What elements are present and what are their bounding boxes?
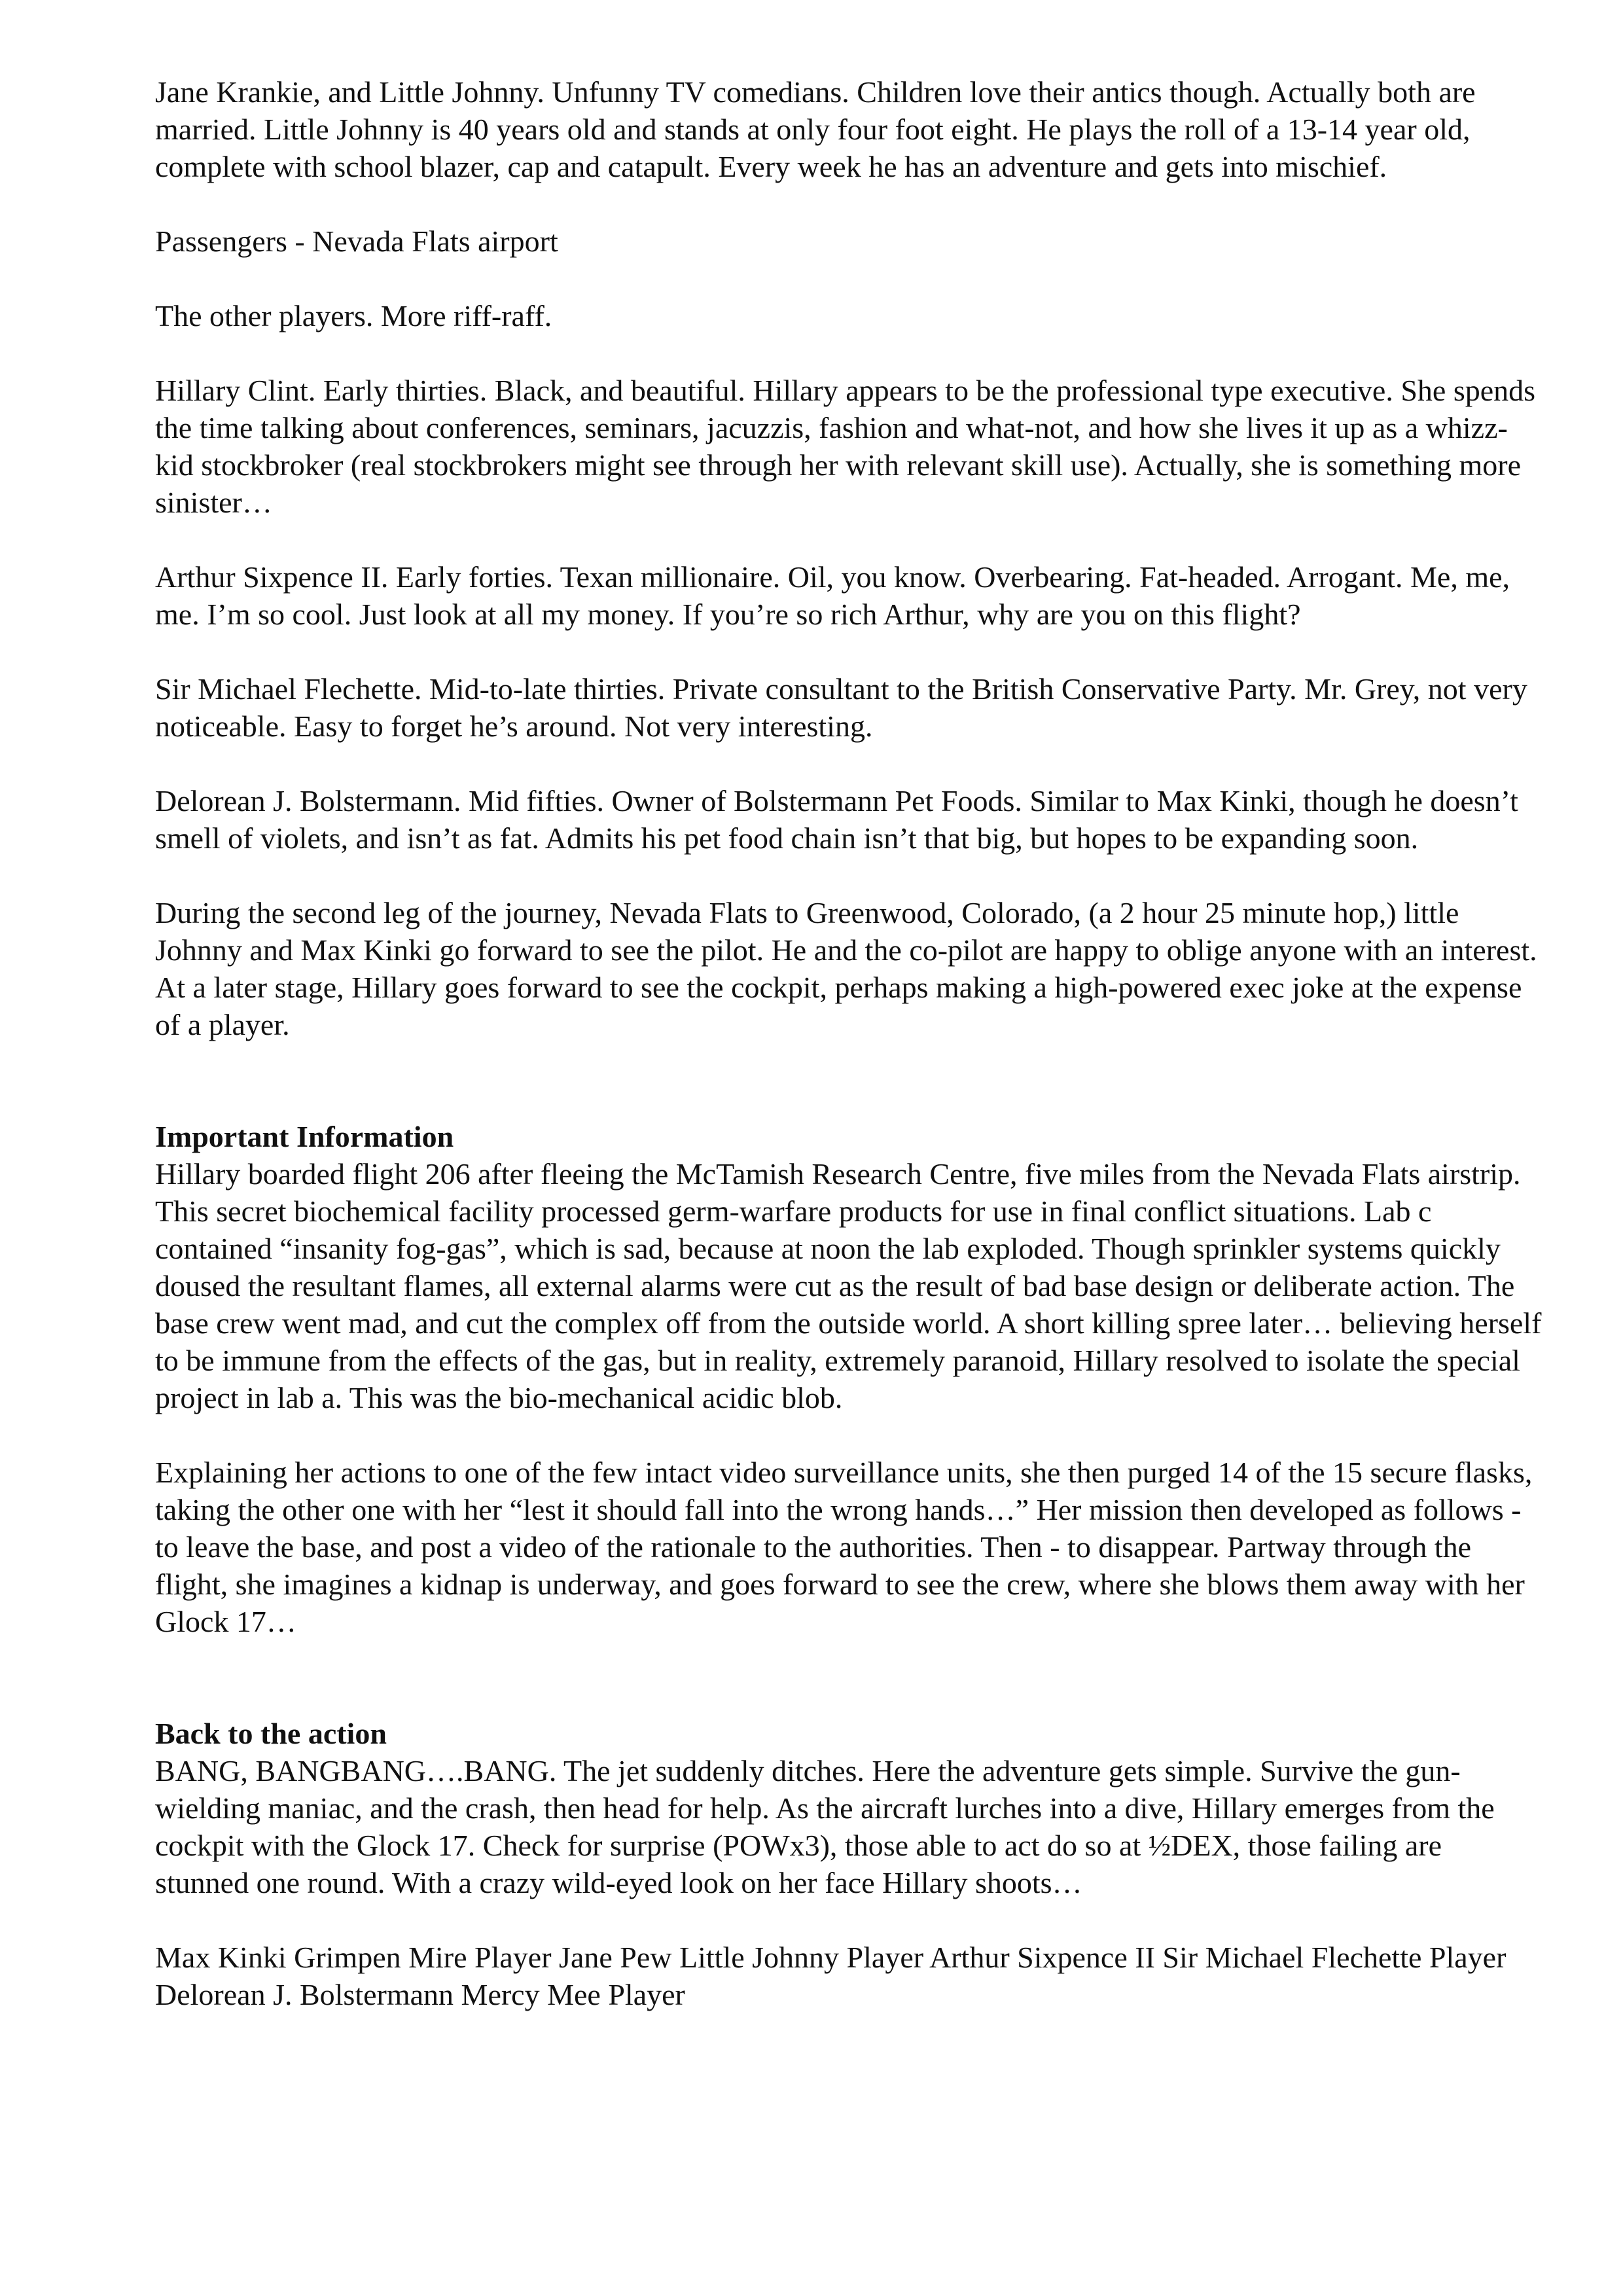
action-heading: Back to the action — [155, 1717, 387, 1750]
other-players-paragraph: The other players. More riff-raff. — [155, 299, 552, 332]
hillary-paragraph: Hillary Clint. Early thirties. Black, and beautiful. Hillary appears to be the professional type executive. She spends the time talking about conferences, seminars, jacuzzis, fashion and what-not, and how she lives it up as a whizz-kid stockbroker (real stockbrokers might see through her with relevant skill use). Actually, she is something more sinister… — [155, 374, 1536, 519]
michael-paragraph: Sir Michael Flechette. Mid-to-late thirties. Private consultant to the British Conservative Party. Mr. Grey, not very noticeable. Easy to forget he’s around. Not very interesting. — [155, 672, 1527, 743]
action-section — [155, 1715, 1543, 2013]
document-page — [155, 73, 1543, 2051]
arthur-paragraph: Arthur Sixpence II. Early forties. Texan millionaire. Oil, you know. Overbearing. Fat-headed. Arrogant. Me, me, me. I’m so cool. Just look at all my money. If you’re so rich Arthur, why are you on this flight? — [155, 560, 1510, 631]
action-body-1: BANG, BANGBANG….BANG. The jet suddenly ditches. Here the adventure gets simple. Survive the gun-wielding maniac, and the crash, then head for help. As the aircraft lurches into a dive, Hillary emerges from the cockpit with the Glock 17. Check for surprise (POWx3), those able to act do so at ½DEX, those failing are stunned one round. With a crazy wild-eyed look on her face Hillary shoots… — [155, 1754, 1495, 1899]
important-heading: Important Information — [155, 1120, 454, 1153]
passengers-label: Passengers - Nevada Flats airport — [155, 224, 558, 258]
important-body-2: Explaining her actions to one of the few intact video surveillance units, she then purged 14 of the 15 secure flasks, taking the other one with her “lest it should fall into the wrong hands…” Her mission then developed as follows - to leave the base, and post a video of the rationale to the authorities. Then - to disappear. Partway through the flight, she imagines a kidnap is underway, and goes forward to see the crew, where she blows them away with her Glock 17… — [155, 1456, 1533, 1638]
player-list: Max Kinki Grimpen Mire Player Jane Pew Little Johnny Player Arthur Sixpence II Sir Michael Flechette Player Delorean J. Bolstermann Mercy Mee Player — [155, 1941, 1507, 2011]
intro-paragraph: Jane Krankie, and Little Johnny. Unfunny TV comedians. Children love their antics though. Actually both are married. Little Johnny is 40 years old and stands at only four foot eight. He plays the roll of a 13-14 year old, complete with school blazer, cap and catapult. Every week he has an adventure and gets into mischief. — [155, 75, 1476, 183]
important-body-1: Hillary boarded flight 206 after fleeing the McTamish Research Centre, five miles from the Nevada Flats airstrip. This secret biochemical facility processed germ-warfare products for use in final conflict situations. Lab c contained “insanity fog-gas”, which is sad, because at noon the lab exploded. Though sprinkler systems quickly doused the resultant flames, all external alarms were cut as the result of bad base design or deliberate action. The base crew went mad, and cut the complex off from the outside world. A short killing spree later… believing herself to be immune from the effects of the gas, but in reality, extremely paranoid, Hillary resolved to isolate the special project in lab a. This was the bio-mechanical acidic blob. — [155, 1157, 1542, 1414]
journey-paragraph: During the second leg of the journey, Nevada Flats to Greenwood, Colorado, (a 2 hour 25 minute hop,) little Johnny and Max Kinki go forward to see the pilot. He and the co-pilot are happy to oblige anyone with an interest. At a later stage, Hillary goes forward to see the cockpit, perhaps making a high-powered exec joke at the expense of a player. — [155, 896, 1537, 1041]
important-section — [155, 1118, 1543, 1640]
delorean-paragraph: Delorean J. Bolstermann. Mid fifties. Owner of Bolstermann Pet Foods. Similar to Max Kinki, though he doesn’t smell of violets, and isn’t as fat. Admits his pet food chain isn’t that big, but hopes to be expanding soon. — [155, 784, 1518, 855]
